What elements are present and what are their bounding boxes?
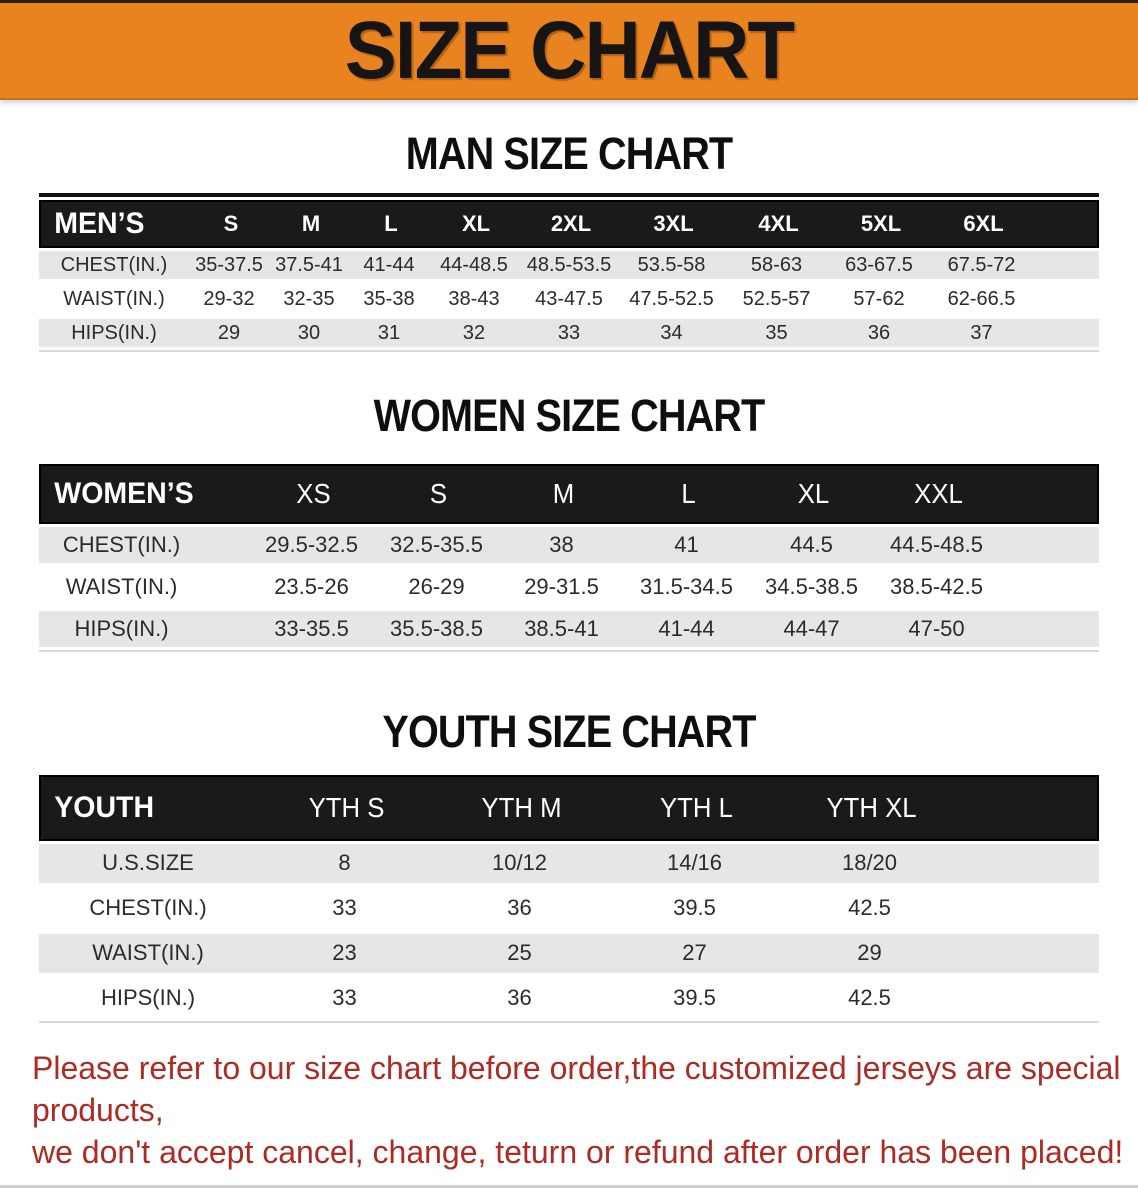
table-cell: 41-44 (658, 615, 715, 641)
table-cell: 36 (507, 895, 532, 921)
table-cell: 29-32 (203, 287, 255, 310)
disclaimer-text (0, 1047, 1138, 1173)
mens-waist-row (39, 282, 1099, 316)
table-cell: 48.5-53.5 (526, 253, 612, 276)
table-cell: 27 (682, 940, 707, 966)
table-cell: 32 (462, 321, 486, 344)
mens-hips-row (39, 316, 1099, 350)
table-cell: 31 (377, 321, 401, 344)
table-cell: 26-29 (408, 573, 465, 599)
footer-divider (0, 1185, 1138, 1188)
table-cell: 41-44 (363, 253, 415, 276)
womens-size-table (39, 464, 1099, 652)
table-cell: 41 (674, 531, 699, 557)
table-cell: 33 (557, 321, 581, 344)
table-cell: 36 (507, 985, 532, 1011)
table-cell: 18/20 (841, 850, 898, 876)
table-cell: 29.5-32.5 (265, 531, 358, 557)
table-cell: 44.5 (790, 531, 833, 557)
women-section-heading: WOMEN SIZE CHART (373, 390, 765, 442)
table-cell: 29 (217, 321, 241, 344)
table-bottom-border (39, 650, 1099, 652)
column-header-yth-s: YTH S (308, 791, 385, 823)
column-header-2xl: 2XL (550, 211, 592, 237)
column-header-xl: XL (797, 477, 830, 509)
table-cell: 35 (765, 321, 788, 344)
row-label: HIPS(IN.) (71, 321, 157, 344)
table-bottom-border (39, 1021, 1099, 1023)
table-cell: 35.5-38.5 (390, 615, 483, 641)
column-header-m: M (552, 477, 575, 509)
row-label: CHEST(IN.) (89, 895, 207, 921)
table-cell: 31.5-34.5 (640, 573, 733, 599)
column-header-yth-m: YTH M (481, 791, 562, 823)
row-label: HIPS(IN.) (100, 985, 196, 1011)
column-header-3xl: 3XL (653, 211, 694, 237)
mens-size-table (39, 193, 1099, 352)
table-cell: 47.5-52.5 (629, 287, 714, 310)
table-cell: 39.5 (673, 895, 716, 921)
table-cell: 44-47 (783, 615, 840, 641)
womens-chest-row (39, 524, 1099, 566)
womens-waist-row (39, 566, 1099, 608)
table-cell: 63-67.5 (845, 253, 913, 276)
youth-chest-row (39, 886, 1099, 931)
womens-table-title: WOMEN’S (54, 476, 194, 510)
column-header-5xl: 5XL (860, 211, 902, 237)
youth-waist-row (39, 931, 1099, 976)
youth-hips-row (39, 976, 1099, 1021)
disclaimer-line-2: we don't accept cancel, change, teturn or refund after order has been placed! (32, 1133, 1124, 1170)
table-cell: 34.5-38.5 (765, 573, 858, 599)
row-label: U.S.SIZE (102, 850, 194, 876)
youth-us-size-row (39, 841, 1099, 886)
table-cell: 58-63 (750, 253, 803, 276)
table-cell: 23 (332, 940, 357, 966)
mens-table-header-row (39, 200, 1099, 248)
column-header-s: S (429, 477, 448, 509)
table-cell: 33 (332, 985, 357, 1011)
table-cell: 47-50 (908, 615, 965, 641)
table-cell: 29-31.5 (524, 573, 599, 599)
column-header-xxl: XXL (914, 477, 963, 509)
table-cell: 38.5-42.5 (890, 573, 983, 599)
table-cell: 62-66.5 (947, 287, 1016, 310)
table-cell: 33 (332, 895, 357, 921)
column-header-6xl: 6XL (963, 211, 1004, 237)
row-label: WAIST(IN.) (65, 573, 178, 599)
column-header-xs: XS (296, 477, 331, 509)
youth-table-title: YOUTH (54, 790, 155, 824)
table-cell: 38-43 (448, 287, 500, 310)
mens-chest-row (39, 248, 1099, 282)
table-cell: 36 (867, 321, 891, 344)
table-cell: 38 (549, 531, 574, 557)
column-header-yth-l: YTH L (659, 791, 733, 823)
table-cell: 57-62 (853, 287, 905, 310)
table-cell: 37 (970, 321, 993, 344)
column-header-l: L (384, 211, 398, 237)
table-cell: 33-35.5 (274, 615, 349, 641)
table-cell: 39.5 (673, 985, 716, 1011)
banner-title: SIZE CHART (344, 4, 794, 96)
table-top-border (39, 193, 1099, 197)
men-section-heading: MAN SIZE CHART (405, 128, 733, 179)
size-chart-banner (0, 0, 1138, 100)
table-cell: 43-47.5 (535, 287, 603, 310)
row-label: WAIST(IN.) (63, 287, 165, 310)
column-header-m: M (301, 211, 321, 237)
table-cell: 42.5 (848, 895, 891, 921)
row-label: CHEST(IN.) (62, 531, 181, 557)
youth-table-header-row (39, 775, 1099, 841)
womens-hips-row (39, 608, 1099, 650)
table-cell: 44-48.5 (440, 253, 508, 276)
table-cell: 30 (297, 321, 321, 344)
table-cell: 42.5 (848, 985, 891, 1011)
table-bottom-border (39, 350, 1099, 352)
youth-size-table (39, 775, 1099, 1023)
mens-table-title: MEN’S (54, 207, 145, 241)
column-header-yth-xl: YTH XL (826, 791, 917, 823)
table-cell: 23.5-26 (274, 573, 349, 599)
table-cell: 44.5-48.5 (890, 531, 983, 557)
table-cell: 34 (660, 321, 683, 344)
table-cell: 25 (507, 940, 532, 966)
table-cell: 29 (857, 940, 882, 966)
table-cell: 10/12 (491, 850, 548, 876)
column-header-s: S (223, 211, 239, 237)
table-cell: 35-37.5 (195, 253, 263, 276)
table-cell: 37.5-41 (275, 253, 343, 276)
table-cell: 14/16 (666, 850, 723, 876)
table-cell: 67.5-72 (947, 253, 1016, 276)
row-label: HIPS(IN.) (74, 615, 169, 641)
table-cell: 32-35 (283, 287, 335, 310)
youth-section-heading: YOUTH SIZE CHART (382, 705, 756, 757)
disclaimer-line-1: Please refer to our size chart before order,the customized jerseys are special products, (32, 1049, 1121, 1128)
table-cell: 52.5-57 (742, 287, 811, 310)
table-cell: 38.5-41 (524, 615, 599, 641)
table-cell: 35-38 (363, 287, 415, 310)
column-header-xl: XL (461, 211, 491, 237)
row-label: WAIST(IN.) (92, 940, 204, 966)
column-header-4xl: 4XL (758, 211, 799, 237)
column-header-l: L (681, 477, 696, 509)
table-cell: 8 (338, 850, 351, 876)
table-cell: 53.5-58 (637, 253, 706, 276)
row-label: CHEST(IN.) (60, 253, 168, 276)
table-cell: 32.5-35.5 (390, 531, 483, 557)
womens-table-header-row (39, 464, 1099, 524)
